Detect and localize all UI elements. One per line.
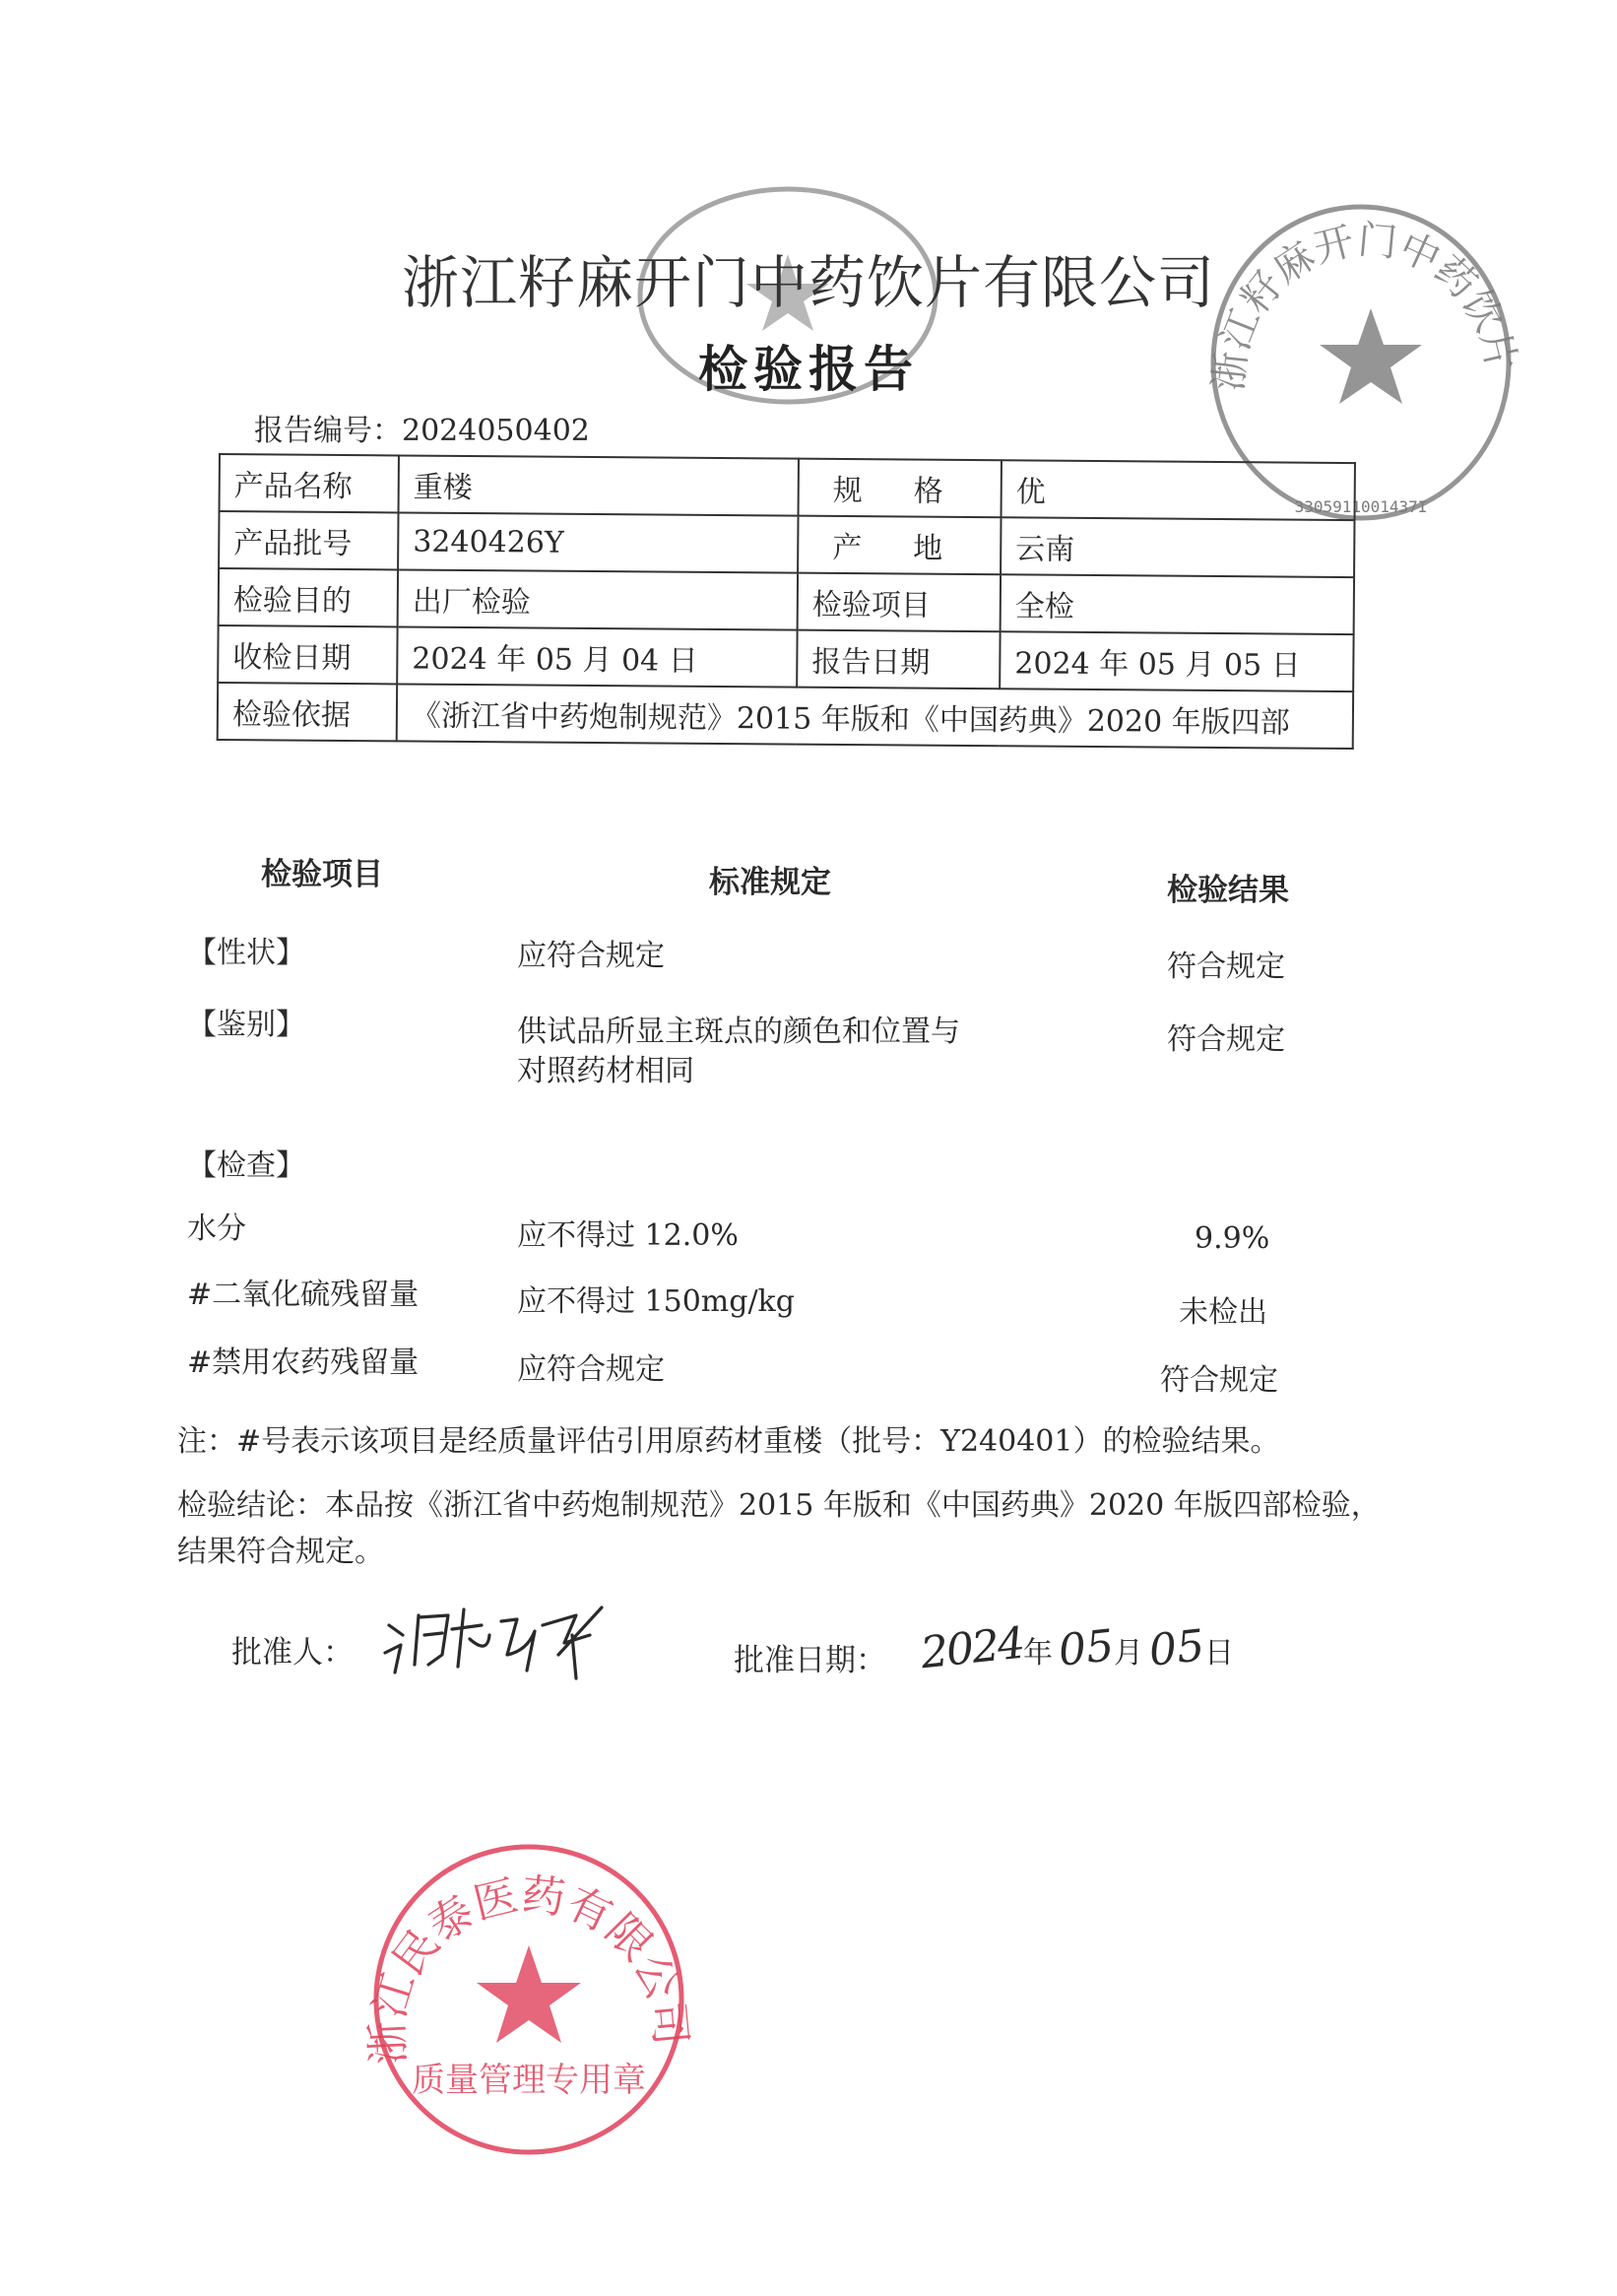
batch: 3240426Y — [398, 512, 798, 572]
approval-date-year: 2024 — [918, 1617, 1026, 1679]
company-seal-arc-text: 浙江籽麻开门中药饮片有限公司 — [1184, 160, 1524, 393]
result-item: 【性状】 — [187, 936, 305, 970]
check-standard: 应符合规定 — [517, 1352, 665, 1387]
result-value: 符合规定 — [1167, 950, 1285, 984]
spec-label: 规 格 — [799, 459, 1002, 518]
report-number: 2024050402 — [402, 414, 590, 448]
receive-date-label: 收检日期 — [218, 625, 397, 684]
col-header-item: 检验项目 — [261, 857, 383, 892]
info-table — [217, 453, 1356, 750]
check-result: 符合规定 — [1160, 1363, 1278, 1398]
result-standard-continued: 对照药材相同 — [517, 1054, 694, 1088]
qa-seal-subtext: 质量管理专用章 — [412, 2061, 646, 2100]
origin: 云南 — [1001, 517, 1354, 577]
conclusion: 检验结论：本品按《浙江省中药炮制规范》2015 年版和《中国药典》2020 年版四部检验，结果符合规定。 — [177, 1488, 1381, 1569]
table-row — [218, 683, 1353, 749]
check-standard: 应不得过 12.0% — [517, 1218, 739, 1253]
company-name: 浙江籽麻开门中药饮片有限公司 — [401, 249, 1215, 316]
product-name-label: 产品名称 — [220, 454, 399, 512]
table-row — [220, 454, 1355, 520]
report-date-label: 报告日期 — [797, 630, 1000, 689]
item: 全检 — [1001, 574, 1354, 634]
qa-seal — [362, 1837, 696, 2162]
approval-date-label: 批准日期： — [734, 1643, 886, 1678]
approval-date-year-char: 年 — [1022, 1636, 1053, 1671]
check-heading: 【检查】 — [187, 1148, 305, 1183]
basis-label: 检验依据 — [218, 683, 397, 741]
table-row — [219, 511, 1354, 577]
report-number-label: 报告编号： — [254, 414, 402, 448]
col-header-result: 检验结果 — [1167, 873, 1289, 908]
approver-signature — [379, 1596, 615, 1684]
result-standard: 供试品所显主斑点的颜色和位置与 — [517, 1015, 960, 1049]
purpose-label: 检验目的 — [219, 568, 398, 626]
approval-date-month: 05 — [1056, 1620, 1117, 1676]
check-item: #二氧化硫残留量 — [187, 1278, 420, 1312]
report-number-line — [254, 406, 590, 449]
origin-label: 产 地 — [798, 516, 1001, 575]
item-label: 检验项目 — [798, 573, 1001, 632]
purpose: 出厂检验 — [398, 569, 798, 629]
basis: 《浙江省中药炮制规范》2015 年版和《中国药典》2020 年版四部 — [397, 684, 1353, 749]
report-date: 2024 年 05 月 05 日 — [1000, 631, 1353, 691]
check-standard: 应不得过 150mg/kg — [517, 1284, 795, 1319]
table-row — [218, 625, 1353, 691]
report-title: 检验报告 — [698, 340, 919, 398]
result-standard: 应符合规定 — [517, 939, 665, 973]
product-name: 重楼 — [399, 455, 799, 515]
approval-date — [918, 1617, 1234, 1679]
spec: 优 — [1002, 460, 1355, 520]
table-row — [219, 568, 1354, 634]
check-result: 9.9% — [1195, 1221, 1270, 1256]
approval-date-month-char: 月 — [1113, 1636, 1143, 1671]
approval-date-day-char: 日 — [1203, 1636, 1234, 1671]
check-item: 水分 — [187, 1212, 246, 1246]
company-seal-code: 3305911001437I — [1294, 497, 1428, 516]
batch-label: 产品批号 — [219, 511, 398, 569]
check-result: 未检出 — [1179, 1295, 1267, 1330]
approver-label: 批准人： — [231, 1635, 354, 1671]
receive-date: 2024 年 05 月 04 日 — [397, 626, 797, 687]
footnote: 注：#号表示该项目是经质量评估引用原药材重楼（批号：Y240401）的检验结果。 — [177, 1424, 1280, 1459]
approval-date-day: 05 — [1146, 1620, 1207, 1676]
result-item: 【鉴别】 — [187, 1008, 305, 1042]
check-item: #禁用农药残留量 — [187, 1345, 420, 1380]
result-value: 符合规定 — [1167, 1022, 1285, 1057]
qa-seal-arc-text: 浙江民泰医药有限公司 — [362, 1870, 696, 2066]
col-header-standard: 标准规定 — [709, 865, 831, 900]
